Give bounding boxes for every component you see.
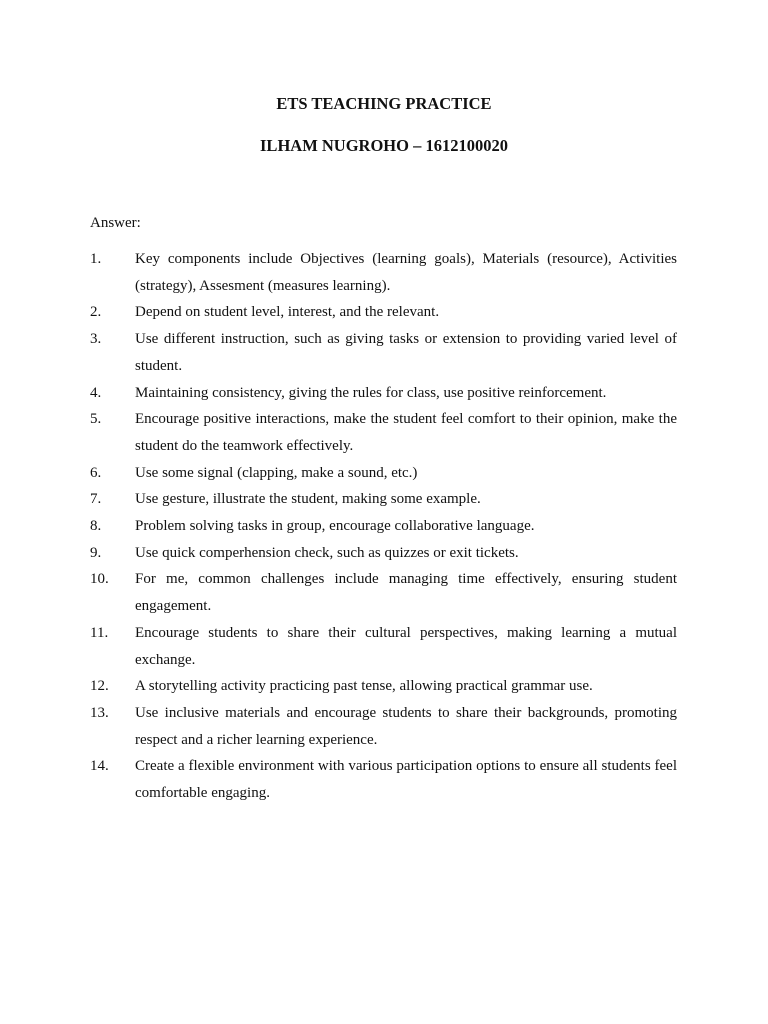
list-item-text: Use different instruction, such as giving tasks or extension to providing varied level of student. — [135, 331, 677, 374]
list-item-number: 5. — [90, 411, 102, 428]
author-line: ILHAM NUGROHO – 1612100020 — [260, 136, 508, 155]
list-item-number: 14. — [90, 758, 109, 775]
list-item-text: Use quick comperhension check, such as quizzes or exit tickets. — [135, 544, 519, 561]
list-item-number: 10. — [90, 571, 109, 588]
list-item-number: 7. — [90, 491, 102, 508]
list-item-text: Create a flexible environment with various participation options to ensure all students feel comfortable engaging. — [135, 758, 677, 802]
list-item-text: Encourage students to share their cultural perspectives, making learning a mutual exchange. — [135, 624, 677, 668]
list-item — [90, 246, 677, 299]
list-item-number: 13. — [90, 704, 109, 721]
list-item-text: Depend on student level, interest, and the relevant. — [135, 304, 440, 321]
list-item — [90, 513, 677, 540]
list-item — [90, 753, 677, 806]
list-item — [90, 299, 677, 326]
list-item-number: 9. — [90, 544, 102, 561]
list-item — [90, 620, 677, 673]
list-item — [90, 406, 677, 459]
list-item — [90, 540, 677, 567]
list-item-text: Key components include Objectives (learning goals), Materials (resource), Activities (strategy), Assesment (measures learning). — [135, 251, 677, 294]
list-item-number: 12. — [90, 678, 109, 695]
list-item-number: 3. — [90, 331, 102, 348]
list-item-number: 2. — [90, 304, 102, 321]
list-item-text: Problem solving tasks in group, encourage collaborative language. — [135, 518, 535, 535]
list-item — [90, 700, 677, 753]
answer-list — [90, 246, 677, 807]
list-item-text: Encourage positive interactions, make the student feel comfort to their opinion, make the student do the teamwork effectively. — [135, 411, 677, 454]
list-item — [90, 380, 677, 407]
answer-label: Answer: — [90, 215, 141, 231]
list-item-number: 11. — [90, 624, 109, 641]
list-item-text: Maintaining consistency, giving the rules for class, use positive reinforcement. — [135, 384, 607, 401]
document-title: ETS TEACHING PRACTICE — [276, 94, 492, 113]
list-item-text: Use gesture, illustrate the student, making some example. — [135, 491, 481, 508]
list-item-number: 4. — [90, 384, 102, 401]
list-item-text: For me, common challenges include managing time effectively, ensuring student engagement. — [135, 571, 677, 615]
list-item — [90, 566, 677, 619]
list-item-text: A storytelling activity practicing past tense, allowing practical grammar use. — [135, 678, 593, 695]
list-item-number: 8. — [90, 518, 102, 535]
list-item — [90, 673, 677, 700]
list-item-text: Use some signal (clapping, make a sound, etc.) — [135, 464, 418, 481]
list-item — [90, 326, 677, 379]
list-item-text: Use inclusive materials and encourage students to share their backgrounds, promoting respect and a richer learning experience. — [135, 704, 677, 748]
list-item-number: 6. — [90, 464, 102, 481]
list-item — [90, 486, 677, 513]
list-item — [90, 460, 677, 487]
list-item-number: 1. — [90, 251, 102, 267]
